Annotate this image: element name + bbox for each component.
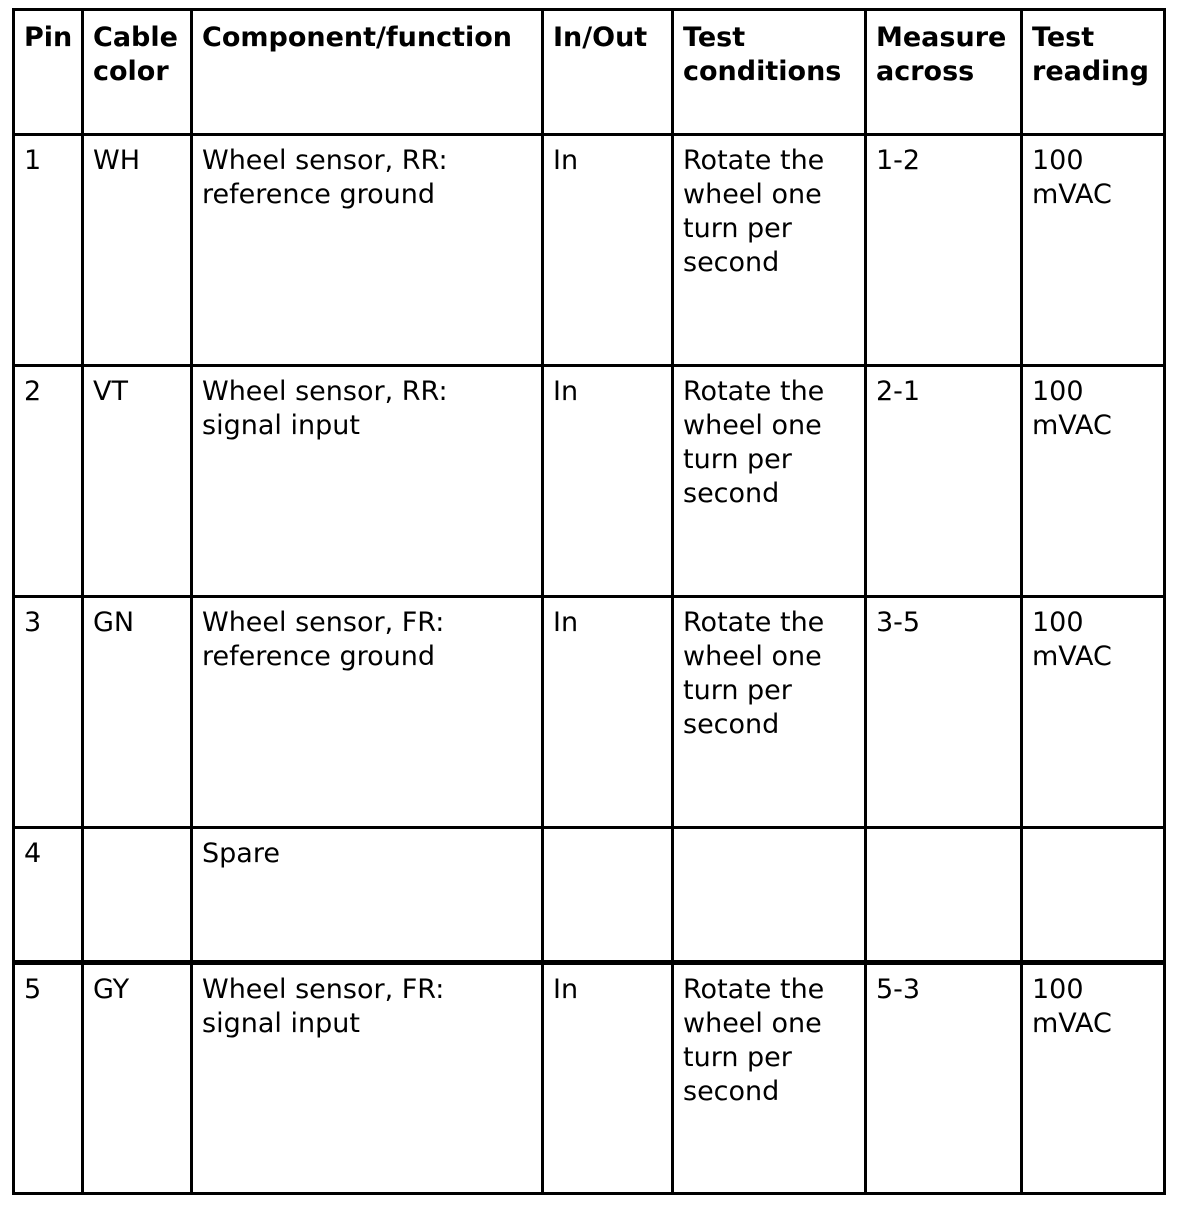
cell-pin: 2: [14, 366, 83, 597]
cell-cable-color: GY: [83, 963, 192, 1194]
table-row: [14, 597, 1165, 828]
cell-measure-across: [866, 828, 1022, 963]
table-row: [14, 135, 1165, 366]
cell-component: Wheel sensor, FR: reference ground: [192, 597, 543, 828]
cell-test-reading: 100 mVAC: [1022, 597, 1165, 828]
cell-test-reading: 100 mVAC: [1022, 963, 1165, 1194]
cell-component: Spare: [192, 828, 543, 963]
header-cable-color: Cable color: [83, 10, 192, 135]
cell-test-conditions: Rotate the wheel one turn per second: [673, 135, 866, 366]
cell-component: Wheel sensor, RR: signal input: [192, 366, 543, 597]
cell-in-out: In: [543, 135, 673, 366]
cell-in-out: In: [543, 597, 673, 828]
table-header-row: [14, 10, 1165, 135]
cell-test-reading: 100 mVAC: [1022, 135, 1165, 366]
pin-assignment-table: [12, 8, 1166, 1195]
cell-pin: 4: [14, 828, 83, 963]
table-row: [14, 963, 1165, 1194]
cell-pin: 5: [14, 963, 83, 1194]
cell-measure-across: 5-3: [866, 963, 1022, 1194]
cell-in-out: [543, 828, 673, 963]
cell-test-reading: [1022, 828, 1165, 963]
cell-test-conditions: Rotate the wheel one turn per second: [673, 597, 866, 828]
cell-cable-color: GN: [83, 597, 192, 828]
header-test-conditions: Test conditions: [673, 10, 866, 135]
header-measure-across: Measure across: [866, 10, 1022, 135]
cell-component: Wheel sensor, FR: signal input: [192, 963, 543, 1194]
cell-in-out: In: [543, 366, 673, 597]
cell-pin: 3: [14, 597, 83, 828]
cell-component: Wheel sensor, RR: reference ground: [192, 135, 543, 366]
cell-measure-across: 2-1: [866, 366, 1022, 597]
header-component: Component/function: [192, 10, 543, 135]
cell-measure-across: 1-2: [866, 135, 1022, 366]
cell-cable-color: [83, 828, 192, 963]
cell-test-conditions: [673, 828, 866, 963]
cell-in-out: In: [543, 963, 673, 1194]
table-row: [14, 366, 1165, 597]
cell-test-reading: 100 mVAC: [1022, 366, 1165, 597]
cell-measure-across: 3-5: [866, 597, 1022, 828]
header-pin: Pin: [14, 10, 83, 135]
header-test-reading: Test reading: [1022, 10, 1165, 135]
cell-cable-color: WH: [83, 135, 192, 366]
header-in-out: In/Out: [543, 10, 673, 135]
cell-test-conditions: Rotate the wheel one turn per second: [673, 366, 866, 597]
cell-test-conditions: Rotate the wheel one turn per second: [673, 963, 866, 1194]
cell-cable-color: VT: [83, 366, 192, 597]
cell-pin: 1: [14, 135, 83, 366]
table-row: [14, 828, 1165, 963]
